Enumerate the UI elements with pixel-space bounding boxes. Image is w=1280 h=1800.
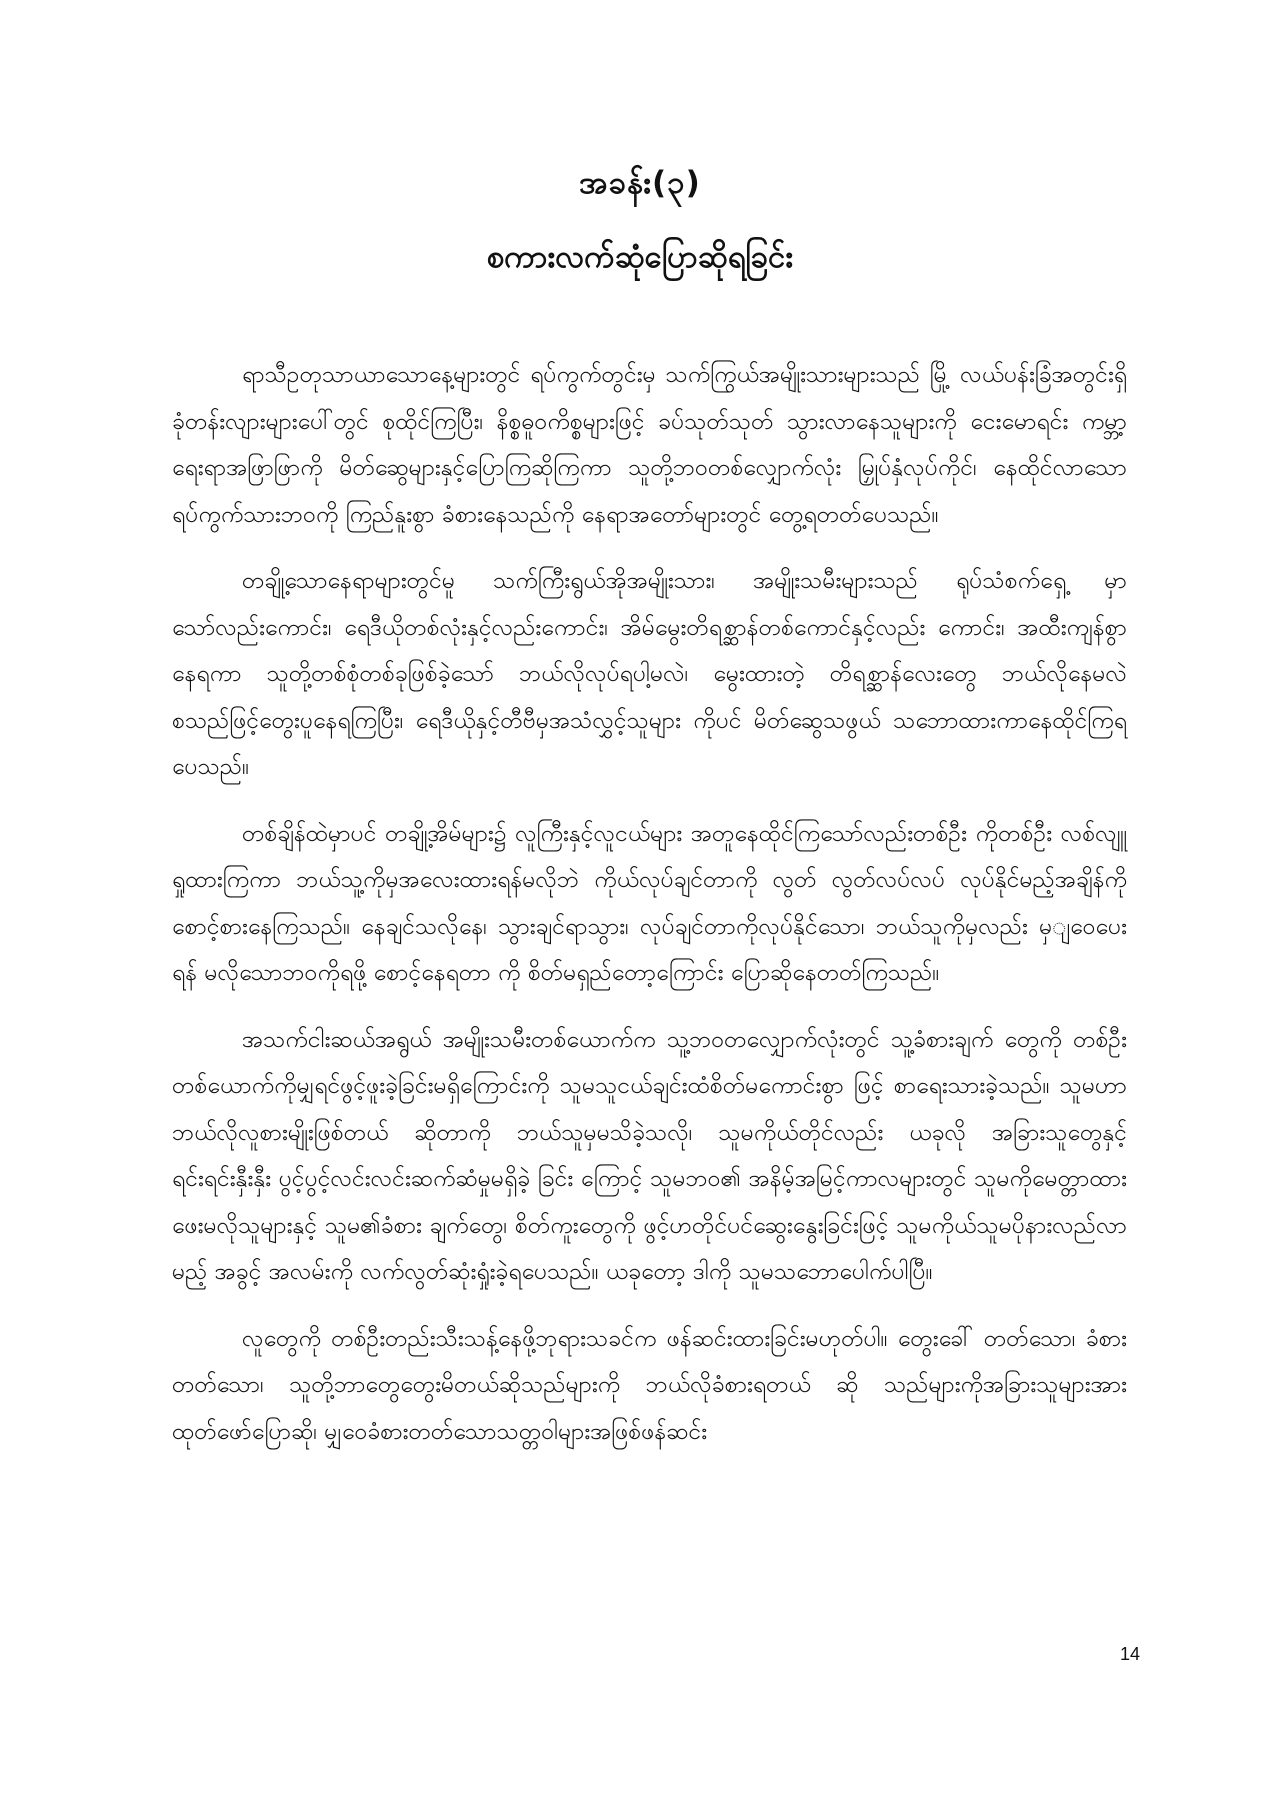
chapter-number: အခန်း(၃) — [579, 165, 701, 201]
page-number: 14 — [1119, 1644, 1140, 1664]
paragraph: အသက်ငါးဆယ်အရွယ် အမျိုးသမီးတစ်ယောက်က သူ့ဘဝတလျှောက်လုံးတွင် သူ့ခံစားချက် တွေကို တစ်ဦးတစ်ယောက်ကိုမျှရင်ဖွင့်ဖူးခဲ့ခြင်းမရှိကြောင်းကို သူမသူငယ်ချင်းထံစိတ်မကောင်းစွာ ဖြင့် စာရေးသားခဲ့သည်။ သူမဟာ ဘယ်လိုလူစားမျိုးဖြစ်တယ် ဆိုတာကို ဘယ်သူမှမသိခဲ့သလို၊ သူမကိုယ်တိုင်လည်း ယခုလို အခြားသူတွေနှင့်ရင်းရင်းနှီးနှီး ပွင့်ပွင့်လင်းလင်းဆက်ဆံမှုမရှိခဲ့ ခြင်း ကြောင့် သူမဘဝ၏ အနိမ့်အမြင့်ကာလများတွင် သူမကိုမေတ္တာထားဖေးမလိုသူများနှင့် သူမ၏ခံစား ချက်တွေ၊ စိတ်ကူးတွေကို ဖွင့်ဟတိုင်ပင်ဆွေးနွေးခြင်းဖြင့် သူမကိုယ်သူမပိုနားလည်လာမည့် အခွင့် အလမ်းကို လက်လွတ်ဆုံးရှုံးခဲ့ရပေသည်။ ယခုတော့ ဒါကို သူမသဘောပေါက်ပါပြီ။ — [172, 1026, 1127, 1285]
paragraph: လူတွေကို တစ်ဦးတည်းသီးသန့်နေဖို့ဘုရားသခင်က ဖန်ဆင်းထားခြင်းမဟုတ်ပါ။ တွေးခေါ် တတ်သော၊ ခံစားတတ်သော၊ သူတို့ဘာတွေတွေးမိတယ်ဆိုသည်များကို ဘယ်လိုခံစားရတယ် ဆို သည်များကိုအခြားသူများအား ထုတ်ဖော်ပြောဆို၊ မျှဝေခံစားတတ်သောသတ္တဝါများအဖြစ်ဖန်ဆင်း — [172, 1325, 1127, 1445]
paragraph: ရာသီဥတုသာယာသောနေ့များတွင် ရပ်ကွက်တွင်းမှ သက်ကြွယ်အမျိုးသားများသည် မြို့ လယ်ပန်းခြံအတွင်းရှိ ခုံတန်းလျားများပေါ်တွင် စုထိုင်ကြပြီး၊ နိစ္စဓူဝကိစ္စများဖြင့် ခပ်သုတ်သုတ် သွားလာနေသူများကို ငေးမောရင်း ကမ္ဘာ့ရေးရာအဖြာဖြာကို မိတ်ဆွေများနှင့်ပြောကြဆိုကြကာ သူတို့ဘဝတစ်လျှောက်လုံး မြှုပ်နှံလုပ်ကိုင်၊ နေထိုင်လာသောရပ်ကွက်သားဘဝကို ကြည်နူးစွာ ခံစားနေသည်ကို နေရာအတော်များတွင် တွေ့ရတတ်ပေသည်။ — [172, 362, 1127, 528]
chapter-title: စကားလက်ဆုံပြောဆိုရခြင်း — [486, 239, 794, 275]
paragraph: တချို့သောနေရာများတွင်မူ သက်ကြီးရွယ်အိုအမျိုးသား၊ အမျိုးသမီးများသည် ရုပ်သံစက်ရှေ့ မှာသော်လည်းကောင်း၊ ရေဒီယိုတစ်လုံးနှင့်လည်းကောင်း၊ အိမ်မွေးတိရစ္ဆာန်တစ်ကောင်နှင့်လည်း ကောင်း၊ အထီးကျန်စွာနေရကာ သူတို့တစ်စုံတစ်ခုဖြစ်ခဲ့သော် ဘယ်လိုလုပ်ရပါ့မလဲ၊ မွေးထားတဲ့ တိရစ္ဆာန်လေးတွေ ဘယ်လိုနေမလဲ စသည်ဖြင့်တွေးပူနေရကြပြီး၊ ရေဒီယိုနှင့်တီဗီမှအသံလွှင့်သူများ ကိုပင် မိတ်ဆွေသဖွယ် သဘောထားကာနေထိုင်ကြရပေသည်။ — [172, 568, 1127, 780]
body-text — [172, 352, 1127, 1475]
paragraph: တစ်ချိန်ထဲမှာပင် တချို့အိမ်များ၌ လူကြီးနှင့်လူငယ်များ အတူနေထိုင်ကြသော်လည်းတစ်ဦး ကိုတစ်ဦး လစ်လျူရှုထားကြကာ ဘယ်သူ့ကိုမှအလေးထားရန်မလိုဘဲ ကိုယ်လုပ်ချင်တာကို လွတ် လွတ်လပ်လပ် လုပ်နိုင်မည့်အချိန်ကို စောင့်စားနေကြသည်။ နေချင်သလိုနေ၊ သွားချင်ရာသွား၊ လုပ်ချင်တာကိုလုပ်နိုင်သော၊ ဘယ်သူကိုမှလည်း မှျဝေပေးရန် မလိုသောဘဝကိုရဖို့ စောင့်နေရတာ ကို စိတ်မရှည်တော့ကြောင်း ပြောဆိုနေတတ်ကြသည်။ — [172, 820, 1127, 986]
